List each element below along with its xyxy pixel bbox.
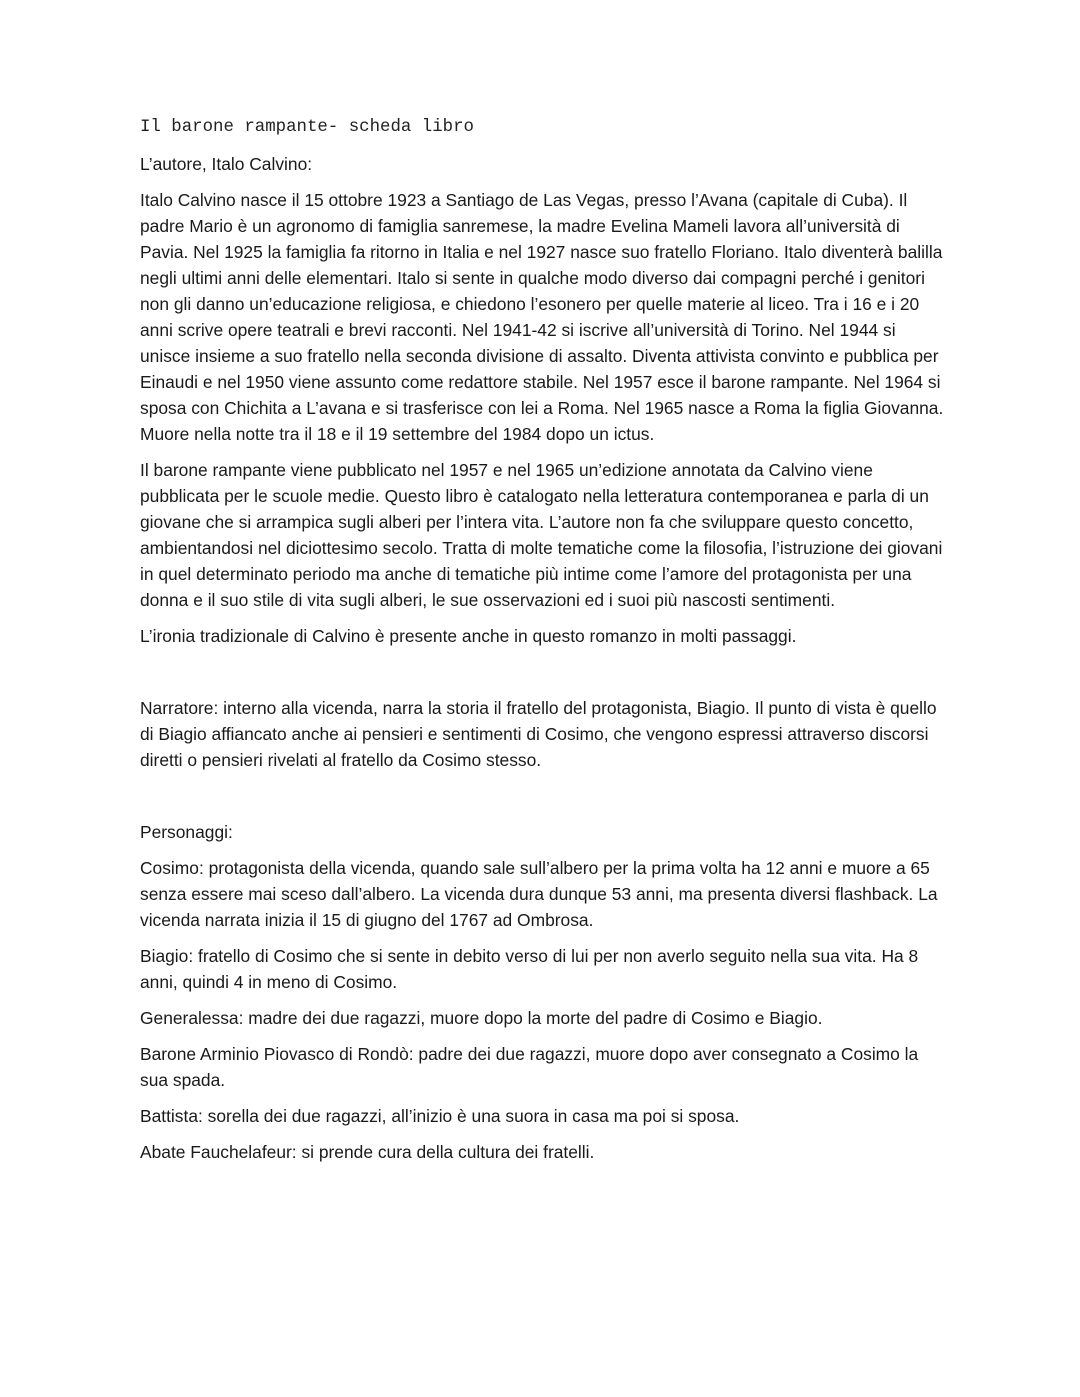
narrator-paragraph: Narratore: interno alla vicenda, narra la storia il fratello del protagonista, Biagio. Il punto di vista è quello di Biagio affiancato anche ai pensieri e sentimenti di Cosimo, che vengono espressi attraverso discorsi diretti o pensieri rivelati al fratello da Cosimo stesso.	[140, 698, 937, 770]
section-spacer	[140, 783, 945, 819]
document-page	[140, 115, 945, 1175]
document-title: Il barone rampante- scheda libro	[140, 118, 474, 137]
character-entry-generalessa: Generalessa: madre dei due ragazzi, muore dopo la morte del padre di Cosimo e Biagio.	[140, 1008, 823, 1028]
author-bio-paragraph: Italo Calvino nasce il 15 ottobre 1923 a Santiago de Las Vegas, presso l’Avana (capitale di Cuba). Il padre Mario è un agronomo di famiglia sanremese, la madre Evelina Mameli lavora all’università di Pavia. Nel 1925 la famiglia fa ritorno in Italia e nel 1927 nasce suo fratello Floriano. Italo diventerà balilla negli ultimi anni delle elementari. Italo si sente in qualche modo diverso dai compagni perché i genitori non gli danno un’educazione religiosa, e chiedono l’esonero per quelle materie al liceo. Tra i 16 e i 20 anni scrive opere teatrali e brevi racconti. Nel 1941-42 si iscrive all’università di Torino. Nel 1944 si unisce insieme a suo fratello nella seconda divisione di assalto. Diventa attivista convinto e pubblica per Einaudi e nel 1950 viene assunto come redattore stabile. Nel 1957 esce il barone rampante. Nel 1964 si sposa con Chichita a L’avana e si trasferisce con lei a Roma. Nel 1965 nasce a Roma la figlia Giovanna. Muore nella notte tra il 18 e il 19 settembre del 1984 dopo un ictus.	[140, 190, 944, 444]
characters-heading: Personaggi:	[140, 822, 233, 842]
character-entry-abate: Abate Fauchelafeur: si prende cura della cultura dei fratelli.	[140, 1142, 595, 1162]
author-heading: L’autore, Italo Calvino:	[140, 154, 313, 174]
character-entry-barone-arminio: Barone Arminio Piovasco di Rondò: padre dei due ragazzi, muore dopo aver consegnato a Cosimo la sua spada.	[140, 1044, 919, 1090]
character-entry-biagio: Biagio: fratello di Cosimo che si sente in debito verso di lui per non averlo seguito nella sua vita. Ha 8 anni, quindi 4 in meno di Cosimo.	[140, 946, 919, 992]
character-entry-battista: Battista: sorella dei due ragazzi, all’inizio è una suora in casa ma poi si sposa.	[140, 1106, 740, 1126]
irony-paragraph: L’ironia tradizionale di Calvino è presente anche in questo romanzo in molti passaggi.	[140, 626, 797, 646]
book-description-paragraph: Il barone rampante viene pubblicato nel 1957 e nel 1965 un’edizione annotata da Calvino viene pubblicata per le scuole medie. Questo libro è catalogato nella letteratura contemporanea e parla di un giovane che si arrampica sugli alberi per l’intera vita. L’autore non fa che sviluppare questo concetto, ambientandosi nel diciottesimo secolo. Tratta di molte tematiche come la filosofia, l’istruzione dei giovani in quel determinato periodo ma anche di tematiche più intime come l’amore del protagonista per una donna e il suo stile di vita sugli alberi, le sue osservazioni ed i suoi più nascosti sentimenti.	[140, 460, 943, 610]
section-spacer	[140, 659, 945, 695]
character-entry-cosimo: Cosimo: protagonista della vicenda, quando sale sull’albero per la prima volta ha 12 anni e muore a 65 senza essere mai sceso dall’albero. La vicenda dura dunque 53 anni, ma presenta diversi flashback. La vicenda narrata inizia il 15 di giugno del 1767 ad Ombrosa.	[140, 858, 938, 930]
